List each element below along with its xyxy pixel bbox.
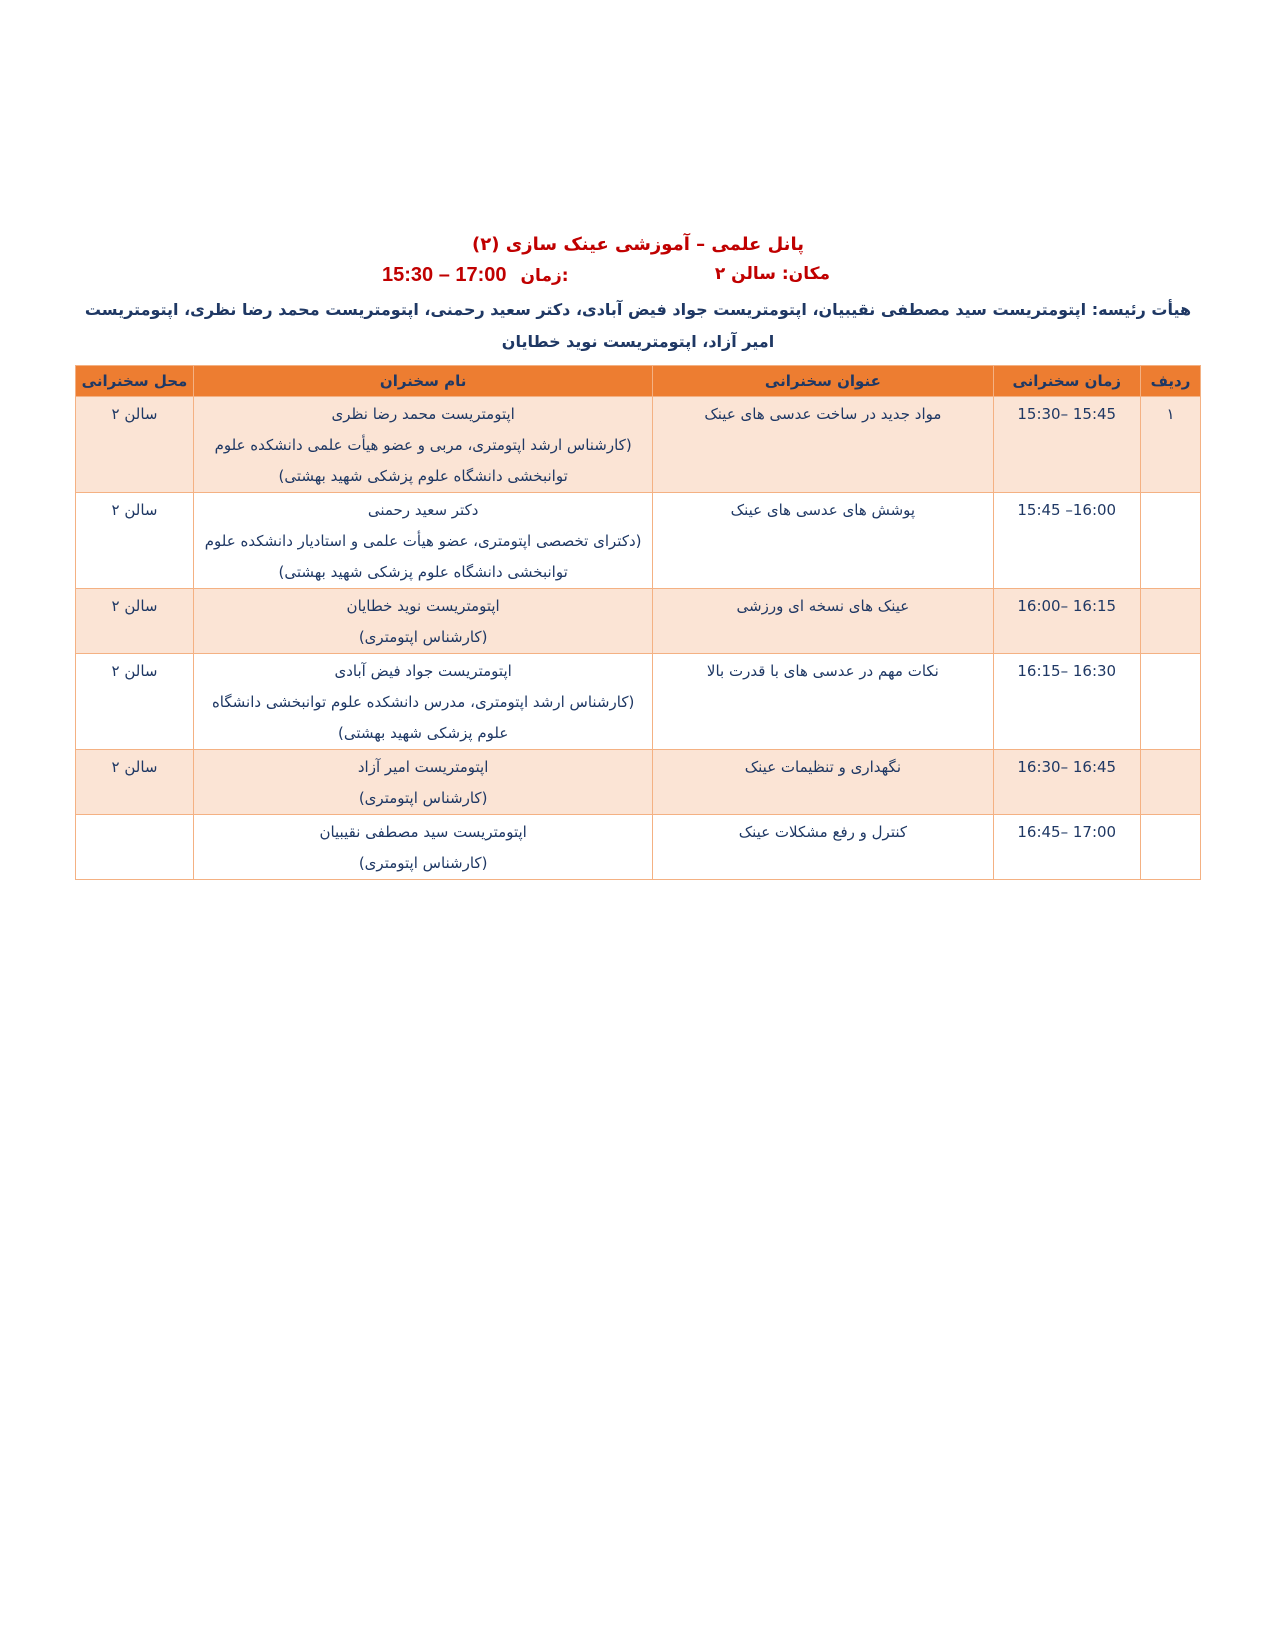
table-row — [76, 493, 1201, 589]
topic-cell: نگهداری و تنظیمات عینک — [653, 750, 993, 815]
row-number-cell — [1140, 815, 1200, 880]
venue-cell: سالن ۲ — [76, 750, 194, 815]
speaker-name: اپتومتریست سید مصطفی نقیبیان — [319, 823, 527, 841]
speaker-name: اپتومتریست محمد رضا نظری — [331, 405, 515, 423]
speaker-cell — [194, 397, 653, 493]
session-time — [382, 264, 569, 287]
speaker-cell — [194, 493, 653, 589]
time-cell: 16:15– 16:30 — [993, 654, 1140, 750]
speaker-name: اپتومتریست امیر آزاد — [357, 758, 489, 776]
venue-cell: سالن ۲ — [76, 397, 194, 493]
column-header-row-number: ردیف — [1140, 366, 1200, 397]
meta-line — [76, 260, 1200, 294]
row-number-cell — [1140, 654, 1200, 750]
venue-cell: سالن ۲ — [76, 589, 194, 654]
venue-cell: سالن ۲ — [76, 493, 194, 589]
presiding-board: هیأت رئیسه: اپتومتریست سید مصطفی نقیبیان، اپتومتریست جواد فیض آبادی، دکتر سعید رحمنی، اپتومتریست محمد رضا نظری، اپتومتریست امیر آزاد، اپتومتریست نوید خطایان — [84, 300, 1192, 351]
schedule-table — [75, 365, 1201, 880]
topic-cell: مواد جدید در ساخت عدسی های عینک — [653, 397, 993, 493]
speaker-cell — [194, 815, 653, 880]
venue-cell: سالن ۲ — [76, 654, 194, 750]
speaker-cell — [194, 589, 653, 654]
speaker-description: (کارشناس اپتومتری) — [358, 854, 488, 872]
time-cell: 15:30– 15:45 — [993, 397, 1140, 493]
topic-cell: نکات مهم در عدسی های با قدرت بالا — [653, 654, 993, 750]
speaker-description: (کارشناس اپتومتری) — [358, 789, 488, 807]
time-cell: 15:45 –16:00 — [993, 493, 1140, 589]
column-header-venue: محل سخنرانی — [76, 366, 194, 397]
topic-cell: کنترل و رفع مشکلات عینک — [653, 815, 993, 880]
table-header-row — [76, 366, 1201, 397]
speaker-name: اپتومتریست جواد فیض آبادی — [334, 662, 512, 680]
speaker-cell — [194, 654, 653, 750]
table-row — [76, 397, 1201, 493]
topic-cell: پوشش های عدسی های عینک — [653, 493, 993, 589]
row-number-cell — [1140, 589, 1200, 654]
speaker-cell — [194, 750, 653, 815]
panel-title: پانل علمی – آموزشی عینک سازی (۲) — [472, 234, 804, 255]
speaker-description: (کارشناس اپتومتری) — [358, 628, 488, 646]
topic-cell: عینک های نسخه ای ورزشی — [653, 589, 993, 654]
program-header — [76, 230, 1200, 358]
time-cell: 16:45– 17:00 — [993, 815, 1140, 880]
time-cell: 16:00– 16:15 — [993, 589, 1140, 654]
session-time-value: 15:30 – 17:00 — [382, 264, 507, 286]
column-header-speaker: نام سخنران — [194, 366, 653, 397]
column-header-time: زمان سخنرانی — [993, 366, 1140, 397]
speaker-description: (کارشناس ارشد اپتومتری، مدرس دانشکده علوم توانبخشی دانشگاه علوم پزشکی شهید بهشتی) — [211, 693, 635, 742]
row-number-cell: ۱ — [1140, 397, 1200, 493]
table-row — [76, 815, 1201, 880]
time-cell: 16:30– 16:45 — [993, 750, 1140, 815]
session-time-label: زمان: — [520, 266, 569, 286]
row-number-cell — [1140, 750, 1200, 815]
speaker-description: (دکترای تخصصی اپتومتری، عضو هیأت علمی و استادیار دانشکده علوم توانبخشی دانشگاه علوم پزشکی شهید بهشتی) — [204, 532, 642, 581]
speaker-name: اپتومتریست نوید خطایان — [346, 597, 500, 615]
session-location: مکان: سالن ۲ — [714, 264, 830, 284]
speaker-description: (کارشناس ارشد اپتومتری، مربی و عضو هیأت علمی دانشکده علوم توانبخشی دانشگاه علوم پزشکی شهید بهشتی) — [214, 436, 632, 485]
row-number-cell — [1140, 493, 1200, 589]
column-header-topic: عنوان سخنرانی — [653, 366, 993, 397]
table-row — [76, 589, 1201, 654]
venue-cell — [76, 815, 194, 880]
speaker-name: دکتر سعید رحمنی — [367, 501, 479, 519]
table-row — [76, 750, 1201, 815]
table-row — [76, 654, 1201, 750]
